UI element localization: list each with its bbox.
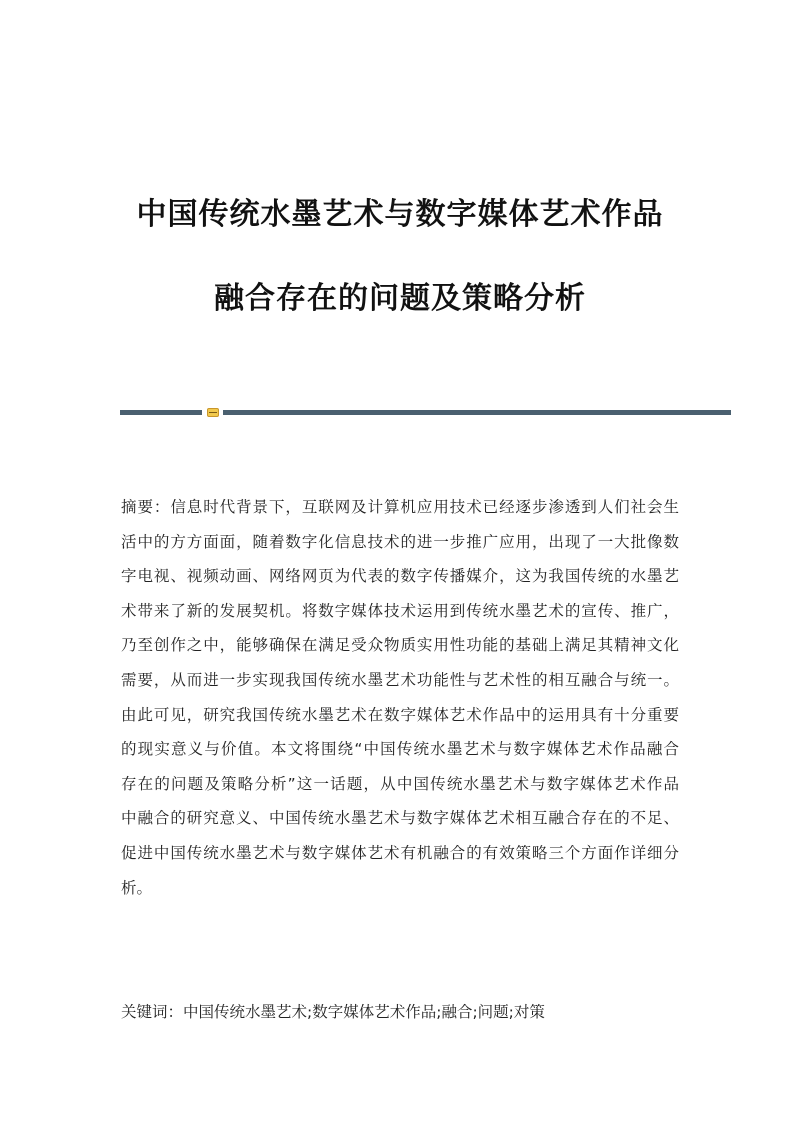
document-title-line-2: 融合存在的问题及策略分析 — [214, 281, 586, 316]
keywords-line: 关键词：中国传统水墨艺术;数字媒体艺术作品;融合;问题;对策 — [121, 1003, 545, 1021]
divider-bar-right — [223, 410, 731, 415]
abstract-line: 析。 — [121, 878, 153, 897]
abstract-line: 乃至创作之中，能够确保在满足受众物质实用性功能的基础上满足其精神文化 — [121, 636, 679, 655]
abstract-line: 中融合的研究意义、中国传统水墨艺术与数字媒体艺术相互融合存在的不足、 — [121, 809, 679, 828]
abstract-line: 需要，从而进一步实现我国传统水墨艺术功能性与艺术性的相互融合与统一。 — [121, 670, 679, 689]
divider-bar-left — [120, 410, 202, 415]
abstract-line: 摘要：信息时代背景下，互联网及计算机应用技术已经逐步渗透到人们社会生 — [121, 498, 679, 516]
book-emblem-icon — [207, 408, 219, 417]
abstract-paragraph — [121, 490, 679, 905]
abstract-line: 字电视、视频动画、网络网页为代表的数字传播媒介，这为我国传统的水墨艺 — [121, 567, 679, 586]
abstract-line: 促进中国传统水墨艺术与数字媒体艺术有机融合的有效策略三个方面作详细分 — [121, 843, 679, 862]
title-divider — [120, 408, 731, 417]
abstract-line: 的现实意义与价值。本文将围绕“中国传统水墨艺术与数字媒体艺术作品融合 — [121, 740, 679, 759]
abstract-line: 由此可见，研究我国传统水墨艺术在数字媒体艺术作品中的运用具有十分重要 — [121, 705, 679, 724]
abstract-line: 术带来了新的发展契机。将数字媒体技术运用到传统水墨艺术的宣传、推广， — [121, 601, 679, 620]
document-title-line-1: 中国传统水墨艺术与数字媒体艺术作品 — [136, 197, 664, 232]
abstract-line: 活中的方方面面，随着数字化信息技术的进一步推广应用，出现了一大批像数 — [121, 532, 679, 551]
abstract-line: 存在的问题及策略分析”这一话题，从中国传统水墨艺术与数字媒体艺术作品 — [121, 774, 679, 793]
